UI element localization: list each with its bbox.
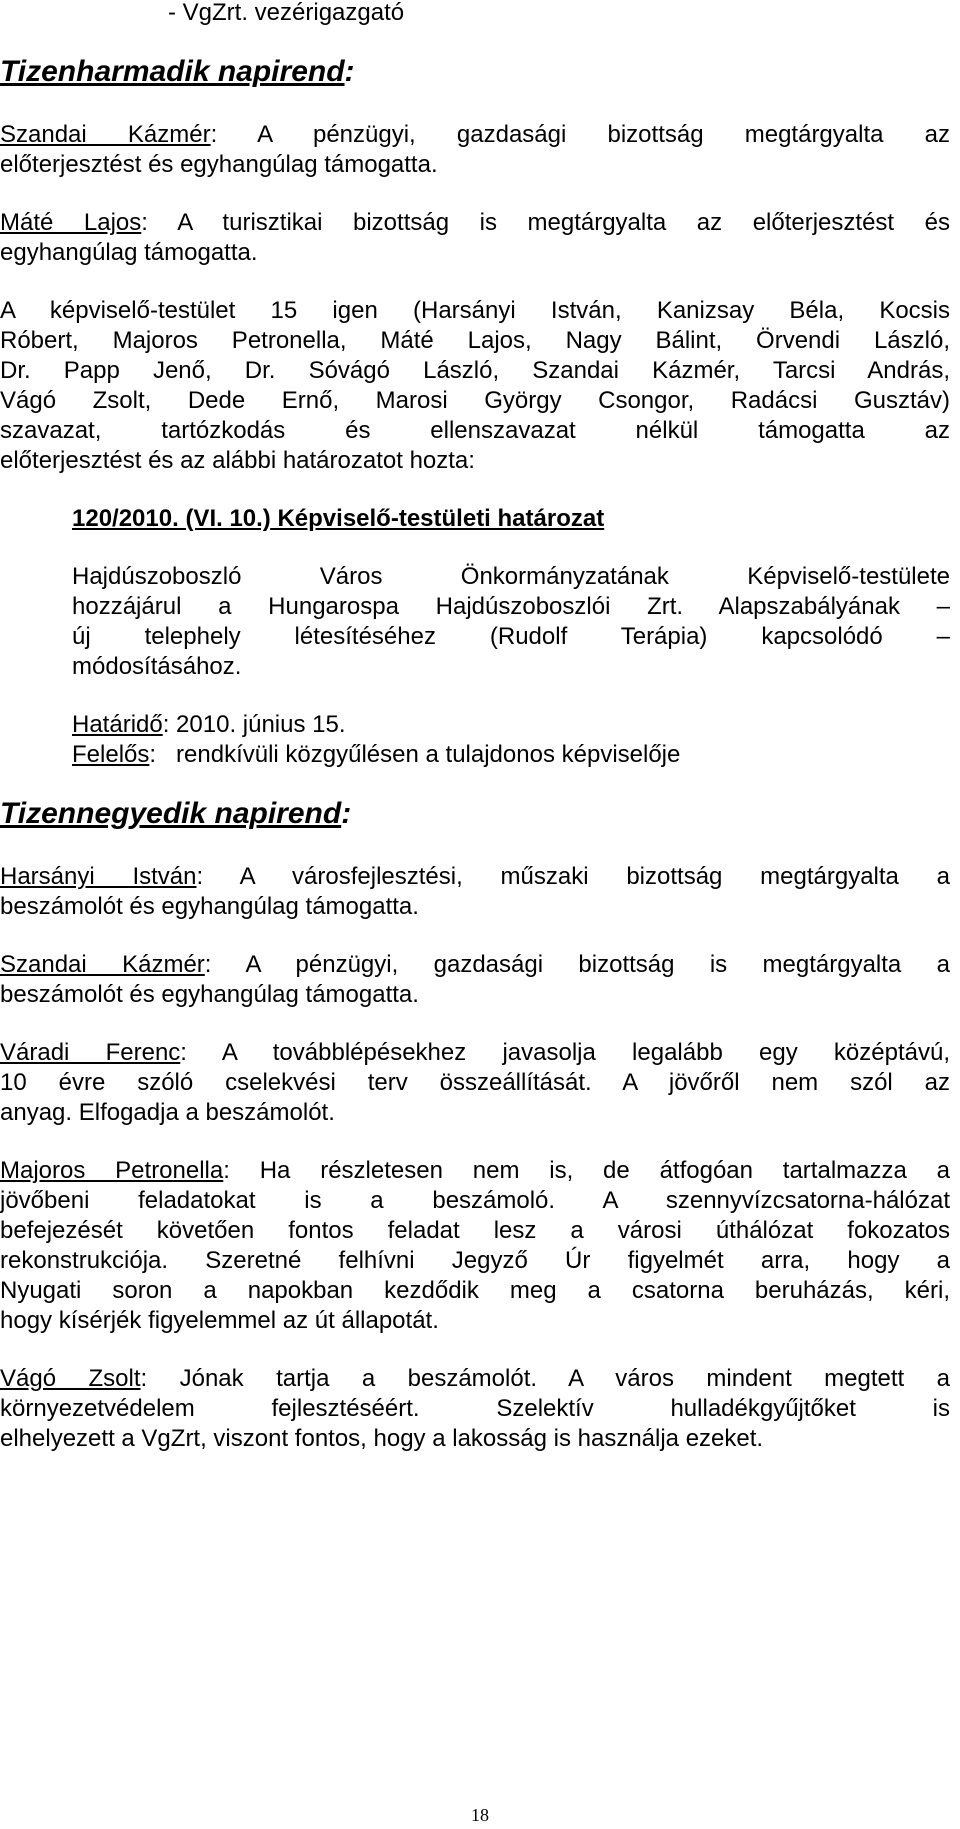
paragraph-text: : A továbblépésekhez javasolja legalább egy középtávú,	[180, 1039, 950, 1066]
s13-p1-line1	[0, 120, 950, 150]
resolution-number: 120/2010. (VI. 10.)	[72, 505, 271, 532]
vote-line: Vágó Zsolt, Dede Ernő, Marosi György Csongor, Radácsi Gusztáv)	[0, 387, 950, 414]
s14-p1-line2: beszámolót és egyhangúlag támogatta.	[0, 893, 419, 920]
speaker-name: Szandai Kázmér	[0, 121, 211, 148]
s14-p5-line1	[0, 1364, 950, 1394]
s14-p1-line1	[0, 862, 950, 892]
s14-p5-line: elhelyezett a VgZrt, viszont fontos, hogy a lakosság is használja ezeket.	[0, 1425, 764, 1452]
speaker-name: Váradi Ferenc	[0, 1039, 181, 1066]
s14-p2-line2: beszámolót és egyhangúlag támogatta.	[0, 981, 419, 1008]
resolution-body-line: Hajdúszoboszló Város Önkormányzatának Képviselő-testülete	[72, 563, 950, 590]
paragraph-text: : A turisztikai bizottság is megtárgyalta az előterjesztést és	[141, 209, 950, 236]
responsible	[72, 740, 680, 770]
resolution-body-line: módosításához.	[72, 653, 242, 680]
responsible-value: : rendkívüli közgyűlésen a tulajdonos képviselője	[149, 741, 681, 768]
s13-p2-line2: egyhangúlag támogatta.	[0, 239, 258, 266]
s14-p4-line: Nyugati soron a napokban kezdődik meg a csatorna beruházás, kéri,	[0, 1277, 950, 1304]
vote-line: Dr. Papp Jenő, Dr. Sóvágó László, Szandai Kázmér, Tarcsi András,	[0, 357, 950, 384]
s14-p4-line1	[0, 1156, 950, 1186]
s13-p1-line2: előterjesztést és egyhangúlag támogatta.	[0, 151, 438, 178]
resolution-body-line: új telephely létesítéséhez (Rudolf Terápia) kapcsolódó –	[72, 623, 950, 650]
s14-p3-line1	[0, 1038, 950, 1068]
resolution-body-line: hozzájárul a Hungarospa Hajdúszoboszlói Zrt. Alapszabályának –	[72, 593, 950, 620]
section-14-heading-text: Tizennegyedik napirend	[0, 797, 342, 830]
speaker-name: Vágó Zsolt	[0, 1365, 141, 1392]
paragraph-text: : Jónak tartja a beszámolót. A város mindent megtett a	[140, 1365, 951, 1392]
section-13-heading	[0, 54, 355, 90]
deadline-label: Határidő	[72, 711, 163, 738]
paragraph-text: : Ha részletesen nem is, de átfogóan tartalmazza a	[223, 1157, 950, 1184]
vote-line: A képviselő-testület 15 igen (Harsányi István, Kanizsay Béla, Kocsis	[0, 297, 950, 324]
vote-line: szavazat, tartózkodás és ellenszavazat nélkül támogatta az	[0, 417, 950, 444]
s14-p4-line: rekonstrukciója. Szeretné felhívni Jegyző Úr figyelmét arra, hogy a	[0, 1247, 950, 1274]
paragraph-text: : A pénzügyi, gazdasági bizottság is megtárgyalta a	[204, 951, 950, 978]
s14-p4-line: jövőbeni feladatokat is a beszámoló. A szennyvízcsatorna-hálózat	[0, 1187, 950, 1214]
speaker-name: Máté Lajos	[0, 209, 142, 236]
resolution-label: Képviselő-testületi határozat	[270, 505, 605, 532]
section-13-heading-colon: :	[344, 55, 355, 88]
paragraph-text: : A pénzügyi, gazdasági bizottság megtárgyalta az	[210, 121, 950, 148]
deadline-value: : 2010. június 15.	[162, 711, 346, 738]
s14-p4-line: hogy kísérjék figyelemmel az út állapotát.	[0, 1307, 439, 1334]
section-14-heading	[0, 796, 351, 832]
deadline	[72, 710, 346, 740]
vote-line: Róbert, Majoros Petronella, Máté Lajos, Nagy Bálint, Örvendi László,	[0, 327, 950, 354]
paragraph-text: : A városfejlesztési, műszaki bizottság megtárgyalta a	[196, 863, 950, 890]
s13-p2-line1	[0, 208, 950, 238]
section-13-heading-text: Tizenharmadik napirend	[0, 55, 345, 88]
resolution-title	[72, 504, 604, 534]
s14-p5-line: környezetvédelem fejlesztéséért. Szelektív hulladékgyűjtőket is	[0, 1395, 950, 1422]
speaker-name: Szandai Kázmér	[0, 951, 205, 978]
speaker-name: Harsányi István	[0, 863, 197, 890]
responsible-label: Felelős	[72, 741, 150, 768]
top-line: - VgZrt. vezérigazgató	[168, 0, 405, 26]
s14-p2-line1	[0, 950, 950, 980]
s14-p3-line3: anyag. Elfogadja a beszámolót.	[0, 1099, 335, 1126]
vote-line: előterjesztést és az alábbi határozatot hozta:	[0, 447, 475, 474]
page-number: 18	[471, 1805, 489, 1825]
speaker-name: Majoros Petronella	[0, 1157, 224, 1184]
section-14-heading-colon: :	[341, 797, 352, 830]
s14-p3-line2: 10 évre szóló cselekvési terv összeállítását. A jövőről nem szól az	[0, 1069, 950, 1096]
s14-p4-line: befejezését követően fontos feladat lesz a városi úthálózat fokozatos	[0, 1217, 950, 1244]
